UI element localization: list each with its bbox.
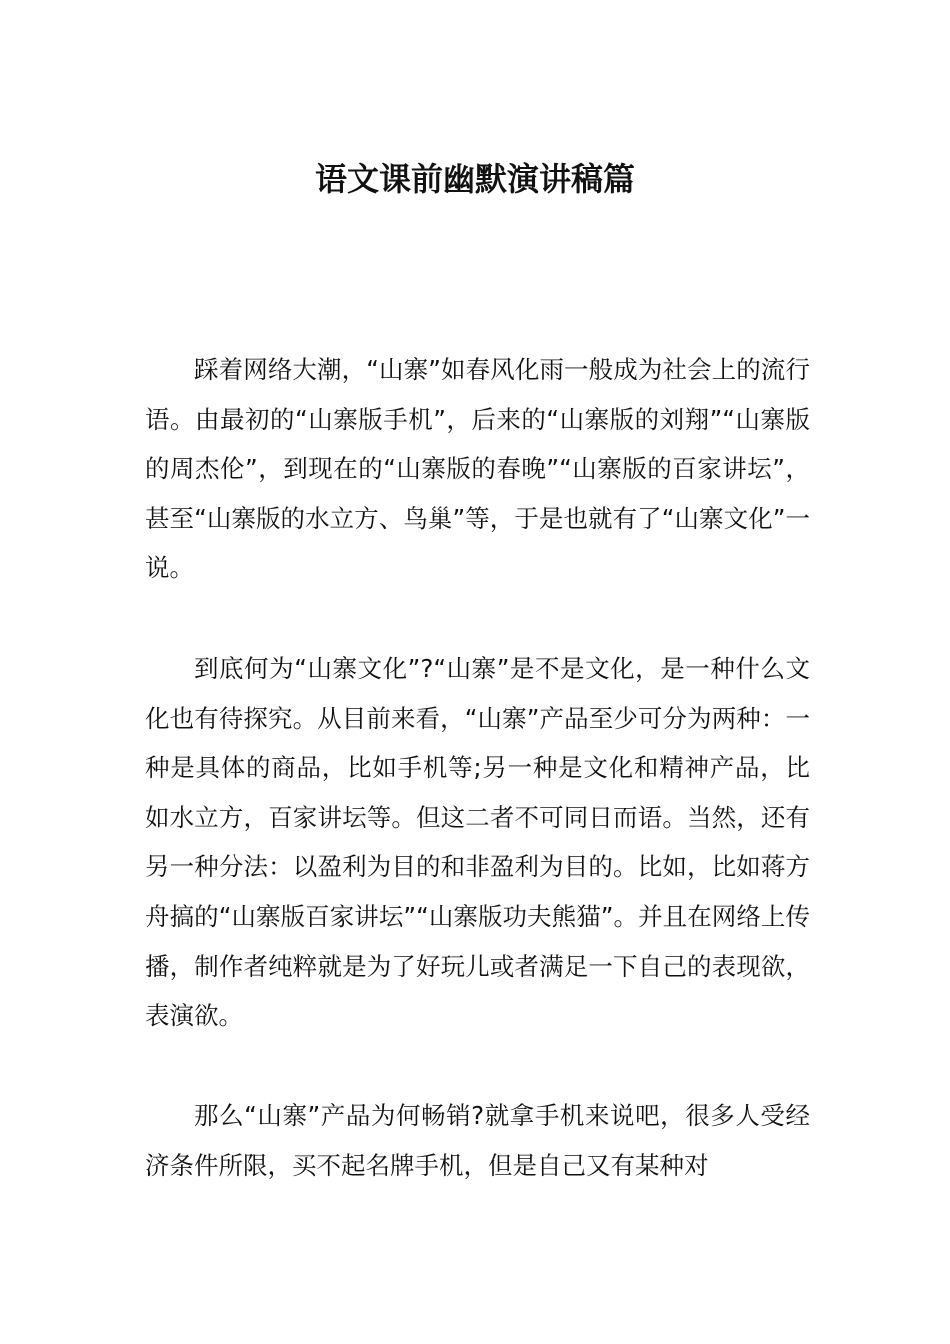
body-paragraph-3 [145,1091,810,1190]
body-paragraph-2 [145,644,810,1041]
paragraph-text: 踩着网络大潮，“山寨”如春风化雨一般成为社会上的流行语。由最初的“山寨版手机”，后来的“山寨版的刘翔”“山寨版的周杰伦”，到现在的“山寨版的春晚”“山寨版的百家讲坛”，甚至“山寨版的水立方、鸟巢”等，于是也就有了“山寨文化”一说。 [145,355,810,583]
body-paragraph-1 [145,345,810,593]
document-title: 语文课前幽默演讲稿篇 [314,160,635,198]
paragraph-text: 到底何为“山寨文化”?“山寨”是不是文化，是一种什么文化也有待探究。从目前来看，“山寨”产品至少可分为两种：一种是具体的商品，比如手机等;另一种是文化和精神产品，比如水立方，百家讲坛等。但这二者不可同日而语。当然，还有另一种分法：以盈利为目的和非盈利为目的。比如，比如蒋方舟搞的“山寨版百家讲坛”“山寨版功夫熊猫”。并且在网络上传播，制作者纯粹就是为了好玩儿或者满足一下自己的表现欲，表演欲。 [145,654,810,1031]
paragraph-text: 那么“山寨”产品为何畅销?就拿手机来说吧，很多人受经济条件所限，买不起名牌手机，但是自己又有某种对 [145,1101,810,1180]
